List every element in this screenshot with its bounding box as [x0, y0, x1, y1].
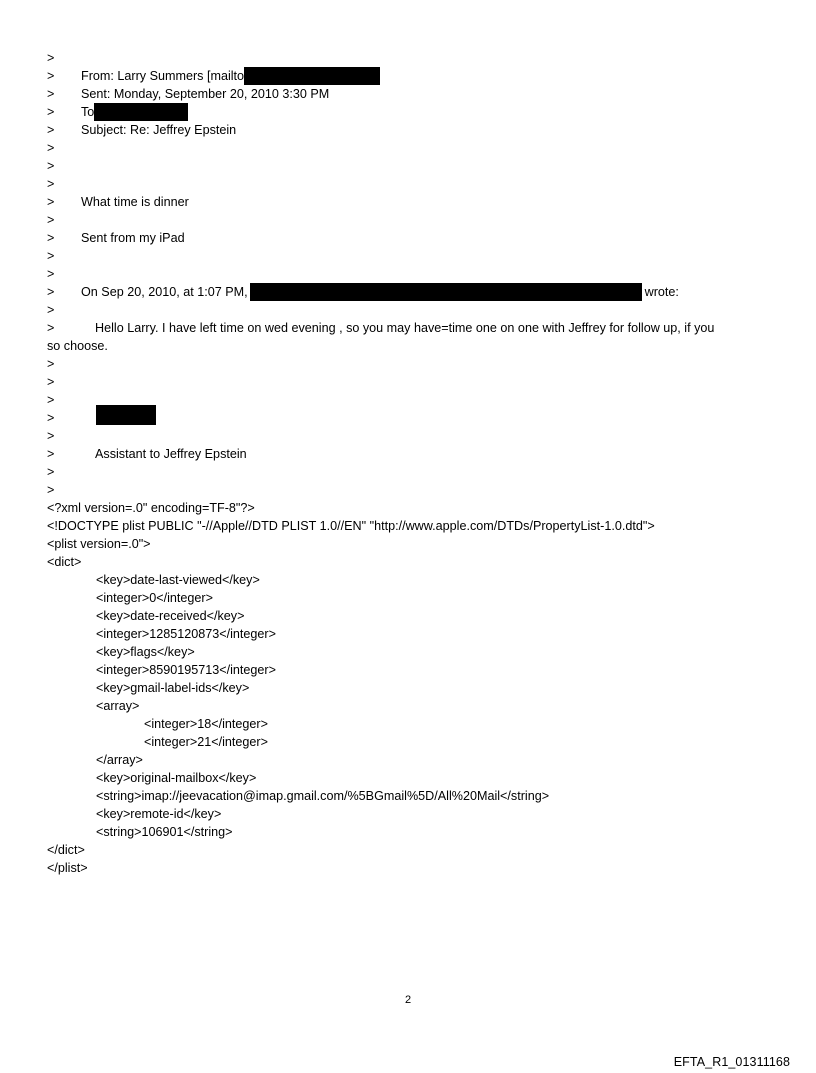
- assistant-line: [47, 445, 787, 463]
- quote-line: [47, 463, 787, 481]
- quote-line: [47, 373, 787, 391]
- plist-text: <key>date-last-viewed</key>: [96, 573, 260, 587]
- plist-text: <?xml version=.0" encoding=TF-8"?>: [47, 501, 255, 515]
- sent-line: [47, 85, 787, 103]
- quote-marker: >: [47, 357, 55, 371]
- plist-line: [47, 859, 787, 877]
- plist-line: [47, 733, 787, 751]
- message-line: [47, 193, 787, 211]
- quote-line: [47, 355, 787, 373]
- quote-marker: >: [47, 231, 55, 245]
- redaction-box: [250, 283, 642, 301]
- quote-line: [47, 247, 787, 265]
- subject-line: [47, 121, 787, 139]
- quote-marker: >: [47, 267, 55, 281]
- plist-line: [47, 571, 787, 589]
- quote-marker: >: [47, 141, 55, 155]
- plist-text: <integer>21</integer>: [144, 735, 268, 749]
- body-text: Hello Larry. I have left time on wed evening , so you may have=time one on one with Jeffrey for follow up, if you: [95, 321, 715, 335]
- plist-line: [47, 787, 787, 805]
- plist-line: [47, 679, 787, 697]
- quote-marker: >: [47, 483, 55, 497]
- quote-marker: >: [47, 177, 55, 191]
- plist-text: <array>: [96, 699, 140, 713]
- page-number: 2: [404, 994, 412, 1006]
- plist-line: [47, 769, 787, 787]
- plist-text: <key>date-received</key>: [96, 609, 245, 623]
- to-text: To: [81, 105, 95, 119]
- from-text: From: Larry Summers [mailto: [81, 69, 245, 83]
- plist-line: [47, 499, 787, 517]
- body-line: [47, 319, 787, 337]
- plist-text: <plist version=.0">: [47, 537, 151, 551]
- plist-text: <key>flags</key>: [96, 645, 195, 659]
- reply-header-wrote: wrote:: [644, 285, 679, 299]
- plist-line: [47, 643, 787, 661]
- quote-line: [47, 481, 787, 499]
- redaction-box: [244, 67, 380, 85]
- quote-line: [47, 427, 787, 445]
- quote-marker: >: [47, 69, 55, 83]
- quote-marker: >: [47, 321, 55, 335]
- quote-marker: >: [47, 105, 55, 119]
- quote-line: [47, 301, 787, 319]
- plist-line: [47, 607, 787, 625]
- subject-text: Subject: Re: Jeffrey Epstein: [81, 123, 237, 137]
- from-line: [47, 67, 787, 85]
- plist-line: [47, 589, 787, 607]
- plist-line: [47, 751, 787, 769]
- quote-marker: >: [47, 447, 55, 461]
- plist-text: <integer>0</integer>: [96, 591, 213, 605]
- quote-marker: >: [47, 249, 55, 263]
- signature-text: Sent from my iPad: [81, 231, 185, 245]
- plist-line: [47, 805, 787, 823]
- quote-line: [47, 139, 787, 157]
- quote-marker: >: [47, 51, 55, 65]
- plist-text: <string>imap://jeevacation@imap.gmail.com/%5BGmail%5D/All%20Mail</string>: [96, 789, 550, 803]
- quote-line: [47, 49, 787, 67]
- plist-text: <!DOCTYPE plist PUBLIC "-//Apple//DTD PLIST 1.0//EN" "http://www.apple.com/DTDs/PropertyList-1.0.dtd">: [47, 519, 655, 533]
- plist-line: [47, 823, 787, 841]
- quote-marker: >: [47, 213, 55, 227]
- plist-text: <integer>18</integer>: [144, 717, 268, 731]
- quote-marker: >: [47, 195, 55, 209]
- to-line: [47, 103, 787, 121]
- document-id: EFTA_R1_01311168: [673, 1055, 790, 1069]
- plist-line: [47, 697, 787, 715]
- plist-text: <key>remote-id</key>: [96, 807, 222, 821]
- plist-text: <string>106901</string>: [96, 825, 233, 839]
- quote-marker: >: [47, 429, 55, 443]
- quote-line: [47, 391, 787, 409]
- sent-text: Sent: Monday, September 20, 2010 3:30 PM: [81, 87, 330, 101]
- plist-line: [47, 517, 787, 535]
- plist-line: [47, 535, 787, 553]
- quote-marker: >: [47, 375, 55, 389]
- plist-text: <key>original-mailbox</key>: [96, 771, 257, 785]
- quote-line: [47, 265, 787, 283]
- message-text: What time is dinner: [81, 195, 189, 209]
- reply-header-text: On Sep 20, 2010, at 1:07 PM,: [81, 285, 248, 299]
- quote-line-redacted-name: [47, 409, 787, 427]
- plist-text: </array>: [96, 753, 143, 767]
- reply-header-line: [47, 283, 787, 301]
- quote-marker: >: [47, 285, 55, 299]
- quote-marker: >: [47, 159, 55, 173]
- body-line-continued: [47, 337, 787, 355]
- quote-line: [47, 175, 787, 193]
- quote-marker: >: [47, 411, 55, 425]
- plist-line: [47, 661, 787, 679]
- plist-line: [47, 625, 787, 643]
- quote-marker: >: [47, 303, 55, 317]
- quote-marker: >: [47, 465, 55, 479]
- plist-text: </plist>: [47, 861, 88, 875]
- plist-text: <dict>: [47, 555, 82, 569]
- signature-line: [47, 229, 787, 247]
- quote-marker: >: [47, 393, 55, 407]
- quote-marker: >: [47, 123, 55, 137]
- body-text-continued: so choose.: [47, 339, 108, 353]
- assistant-text: Assistant to Jeffrey Epstein: [95, 447, 247, 461]
- quote-line: [47, 211, 787, 229]
- plist-line: [47, 841, 787, 859]
- plist-line: [47, 553, 787, 571]
- quote-line: [47, 157, 787, 175]
- plist-text: <integer>1285120873</integer>: [96, 627, 276, 641]
- plist-line: [47, 715, 787, 733]
- redaction-box: [96, 405, 156, 425]
- quote-marker: >: [47, 87, 55, 101]
- plist-text: <key>gmail-label-ids</key>: [96, 681, 250, 695]
- plist-text: </dict>: [47, 843, 85, 857]
- document-body: [47, 49, 787, 877]
- plist-text: <integer>8590195713</integer>: [96, 663, 276, 677]
- redaction-box: [94, 103, 188, 121]
